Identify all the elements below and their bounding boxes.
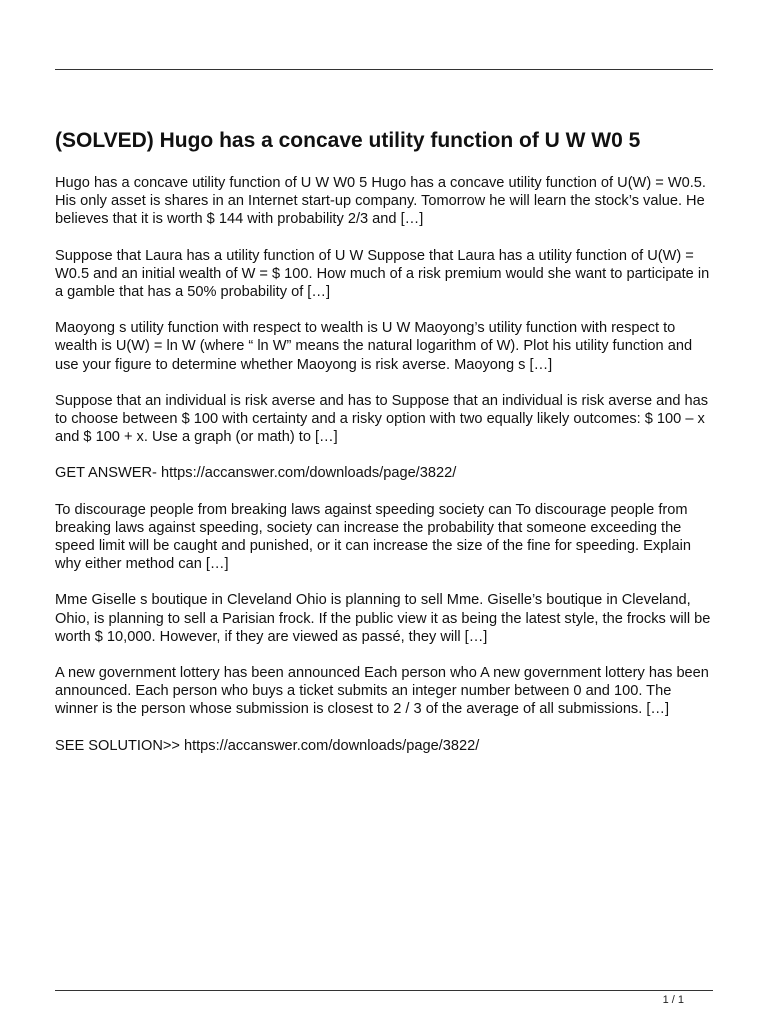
see-solution-link[interactable]: SEE SOLUTION>> https://accanswer.com/downloads/page/3822/ [55,737,480,754]
paragraph-giselle: Mme Giselle s boutique in Cleveland Ohio is planning to sell Mme. Giselle’s boutique in Cleveland, Ohio, is planning to sell a Parisian frock. If the public view it as being the latest style, the frocks will be worth $ 10,000. However, if they are viewed as passé, they will […] [55,592,711,645]
page-number: 1 / 1 [662,994,684,1006]
document-title: (SOLVED) Hugo has a concave utility function of U W W0 5 [55,129,641,152]
paragraph-lottery: A new government lottery has been announced Each person who A new government lottery has been announced. Each person who buys a ticket submits an integer number between 0 and 100. The winner is the person whose submission is closest to 2 / 3 of the average of all submissions. […] [55,665,709,718]
paragraph-maoyong: Maoyong s utility function with respect to wealth is U W Maoyong’s utility function with respect to wealth is U(W) = ln W (where “ ln W” means the natural logarithm of W). Plot his utility function and use your figure to determine whether Maoyong is risk averse. Maoyong s […] [55,320,693,373]
document-body [55,174,715,773]
paragraph-speeding: To discourage people from breaking laws against speeding society can To discourage people from breaking laws against speeding, society can increase the probability that someone exceeding the speed limit will be caught and punished, or it can increase the size of the fine for speeding. Explain why either method can […] [55,501,692,573]
paragraph-laura: Suppose that Laura has a utility function of U W Suppose that Laura has a utility function of U(W) = W0.5 and an initial wealth of W = $ 100. How much of a risk premium would she want to participate in a gamble that has a 50% probability of […] [55,247,710,301]
footer-rule [55,990,713,991]
paragraph-risk-averse: Suppose that an individual is risk averse and has to Suppose that an individual is risk averse and has to choose between $ 100 with certainty and a risky option with two equally likely outcomes: $ 100 – x and $ 100 + x. Use a graph (or math) to […] [55,392,709,446]
paragraph-hugo: Hugo has a concave utility function of U W W0 5 Hugo has a concave utility function of U(W) = W0.5. His only asset is shares in an Internet start-up company. Tomorrow he will learn the stock’s value. He believes that it is worth $ 144 with probability 2/3 and […] [55,175,706,228]
get-answer-link[interactable]: GET ANSWER- https://accanswer.com/downloads/page/3822/ [55,465,457,482]
header-rule [55,69,713,70]
